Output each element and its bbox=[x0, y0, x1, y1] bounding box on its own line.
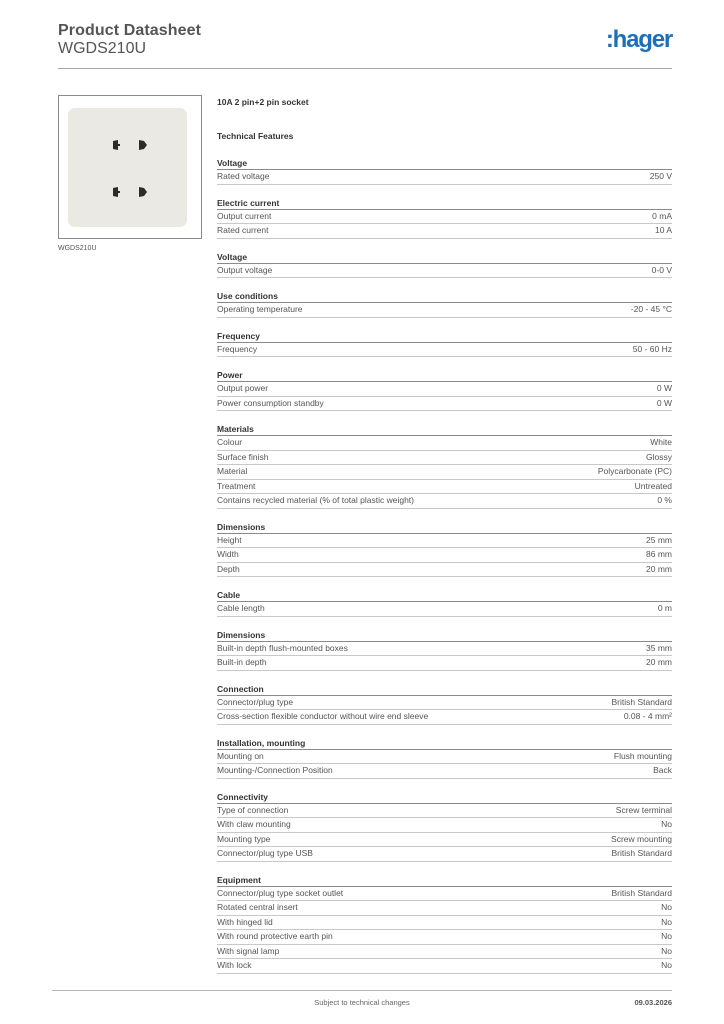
socket-outlet-bottom-icon bbox=[111, 186, 149, 198]
spec-section bbox=[217, 330, 672, 358]
spec-value: Back bbox=[653, 765, 672, 775]
spec-section bbox=[217, 423, 672, 509]
spec-value: British Standard bbox=[611, 887, 672, 898]
spec-label: With hinged lid bbox=[217, 916, 273, 927]
page-header bbox=[58, 20, 672, 70]
spec-value: Screw mounting bbox=[611, 833, 672, 844]
spec-row bbox=[217, 959, 672, 974]
spec-value: Glossy bbox=[646, 451, 672, 462]
spec-value: No bbox=[661, 902, 672, 912]
spec-value: 35 mm bbox=[646, 642, 672, 653]
spec-label: Connector/plug type bbox=[217, 696, 294, 707]
spec-value: British Standard bbox=[611, 848, 672, 858]
spec-label: Depth bbox=[217, 563, 240, 574]
spec-label: Colour bbox=[217, 437, 243, 447]
hager-logo: :hager bbox=[605, 26, 672, 53]
spec-row bbox=[217, 901, 672, 916]
section-title: Cable bbox=[217, 589, 672, 602]
spec-label: Output current bbox=[217, 210, 272, 221]
spec-value: White bbox=[650, 437, 672, 447]
spec-value: 25 mm bbox=[646, 534, 672, 545]
spec-label: Cross-section flexible conductor without wire end sleeve bbox=[217, 711, 429, 721]
spec-label: Mounting on bbox=[217, 750, 264, 761]
spec-row bbox=[217, 750, 672, 765]
spec-row bbox=[217, 887, 672, 902]
section-title: Electric current bbox=[217, 197, 672, 210]
spec-label: Treatment bbox=[217, 480, 256, 491]
spec-section bbox=[217, 369, 672, 411]
spec-label: With signal lamp bbox=[217, 945, 280, 956]
spec-label: Output voltage bbox=[217, 264, 273, 275]
spec-label: With lock bbox=[217, 960, 252, 970]
spec-row bbox=[217, 710, 672, 725]
spec-row bbox=[217, 465, 672, 480]
section-title: Connectivity bbox=[217, 791, 672, 804]
section-title: Frequency bbox=[217, 330, 672, 343]
features-heading: Technical Features bbox=[217, 131, 294, 141]
spec-value: 0-0 V bbox=[651, 264, 672, 275]
spec-row bbox=[217, 656, 672, 671]
header-divider bbox=[58, 68, 672, 69]
spec-section bbox=[217, 737, 672, 779]
spec-label: Power consumption standby bbox=[217, 397, 324, 408]
spec-row bbox=[217, 436, 672, 451]
spec-row bbox=[217, 945, 672, 960]
section-title: Power bbox=[217, 369, 672, 382]
section-title: Equipment bbox=[217, 874, 672, 887]
section-title: Dimensions bbox=[217, 629, 672, 642]
spec-value: 50 - 60 Hz bbox=[632, 343, 672, 354]
spec-value: Untreated bbox=[634, 480, 672, 491]
spec-label: Rated current bbox=[217, 225, 269, 235]
spec-value: 20 mm bbox=[646, 563, 672, 574]
spec-value: 250 V bbox=[649, 171, 672, 181]
spec-row bbox=[217, 847, 672, 862]
section-title: Materials bbox=[217, 423, 672, 436]
spec-section bbox=[217, 197, 672, 239]
spec-value: No bbox=[661, 931, 672, 941]
spec-label: Operating temperature bbox=[217, 304, 303, 314]
spec-row bbox=[217, 548, 672, 563]
spec-row bbox=[217, 833, 672, 848]
product-image-caption: WGDS210U bbox=[58, 245, 97, 252]
spec-row bbox=[217, 764, 672, 779]
section-title: Voltage bbox=[217, 251, 672, 264]
spec-value: 0 % bbox=[657, 495, 672, 505]
spec-sections bbox=[217, 157, 672, 974]
spec-row bbox=[217, 930, 672, 945]
spec-row bbox=[217, 480, 672, 495]
spec-section bbox=[217, 157, 672, 185]
spec-value: British Standard bbox=[611, 696, 672, 707]
spec-value: 10 A bbox=[654, 225, 672, 235]
spec-row bbox=[217, 382, 672, 397]
spec-label: Contains recycled material (% of total plastic weight) bbox=[217, 495, 414, 505]
spec-row bbox=[217, 696, 672, 711]
spec-section bbox=[217, 791, 672, 862]
spec-section bbox=[217, 683, 672, 725]
spec-section bbox=[217, 521, 672, 578]
spec-value: 0 W bbox=[656, 397, 672, 408]
spec-value: 0 m bbox=[657, 603, 672, 613]
section-title: Voltage bbox=[217, 157, 672, 170]
footer-date: 09.03.2026 bbox=[634, 998, 672, 1007]
spec-label: Connector/plug type socket outlet bbox=[217, 887, 344, 898]
spec-label: Rated voltage bbox=[217, 171, 270, 181]
page-title: Product Datasheet bbox=[58, 22, 202, 39]
spec-label: Type of connection bbox=[217, 804, 289, 815]
socket-outlet-top-icon bbox=[111, 139, 149, 151]
spec-value: No bbox=[661, 819, 672, 829]
spec-row bbox=[217, 804, 672, 819]
spec-label: Mounting-/Connection Position bbox=[217, 765, 333, 775]
section-title: Connection bbox=[217, 683, 672, 696]
spec-value: 0.08 - 4 mm² bbox=[623, 711, 672, 721]
spec-label: Output power bbox=[217, 383, 269, 393]
spec-section bbox=[217, 874, 672, 974]
spec-label: Surface finish bbox=[217, 451, 269, 462]
product-name: 10A 2 pin+2 pin socket bbox=[217, 97, 309, 107]
spec-value: 86 mm bbox=[646, 549, 672, 559]
spec-row bbox=[217, 494, 672, 509]
spec-label: Material bbox=[217, 466, 248, 476]
spec-value: 20 mm bbox=[646, 657, 672, 667]
spec-label: Rotated central insert bbox=[217, 902, 298, 912]
spec-row bbox=[217, 451, 672, 466]
spec-row bbox=[217, 170, 672, 185]
spec-row bbox=[217, 343, 672, 358]
spec-value: No bbox=[661, 945, 672, 956]
spec-label: Built-in depth bbox=[217, 657, 267, 667]
spec-row bbox=[217, 916, 672, 931]
product-image-frame bbox=[58, 95, 202, 239]
product-code: WGDS210U bbox=[58, 40, 147, 57]
spec-value: 0 mA bbox=[652, 210, 672, 221]
spec-row bbox=[217, 397, 672, 412]
spec-row bbox=[217, 563, 672, 578]
spec-section bbox=[217, 629, 672, 671]
spec-row bbox=[217, 602, 672, 617]
spec-row bbox=[217, 264, 672, 279]
footer-note: Subject to technical changes bbox=[314, 998, 410, 1007]
spec-row bbox=[217, 224, 672, 239]
spec-label: Mounting type bbox=[217, 833, 271, 844]
spec-row bbox=[217, 642, 672, 657]
spec-row bbox=[217, 534, 672, 549]
spec-label: Connector/plug type USB bbox=[217, 848, 313, 858]
spec-content bbox=[217, 96, 672, 974]
spec-label: Height bbox=[217, 534, 242, 545]
spec-section bbox=[217, 589, 672, 617]
spec-label: With round protective earth pin bbox=[217, 931, 333, 941]
section-title: Use conditions bbox=[217, 290, 672, 303]
spec-value: No bbox=[661, 960, 672, 970]
spec-label: With claw mounting bbox=[217, 819, 291, 829]
spec-row bbox=[217, 818, 672, 833]
spec-row bbox=[217, 303, 672, 318]
spec-value: Screw terminal bbox=[615, 804, 672, 815]
spec-label: Cable length bbox=[217, 603, 265, 613]
spec-value: No bbox=[661, 916, 672, 927]
spec-label: Frequency bbox=[217, 343, 258, 354]
spec-value: 0 W bbox=[656, 383, 672, 393]
section-title: Installation, mounting bbox=[217, 737, 672, 750]
spec-label: Width bbox=[217, 549, 239, 559]
footer-divider bbox=[52, 990, 672, 991]
spec-value: Polycarbonate (PC) bbox=[597, 466, 672, 476]
section-title: Dimensions bbox=[217, 521, 672, 534]
product-image bbox=[68, 108, 187, 227]
spec-value: -20 - 45 °C bbox=[630, 304, 672, 314]
spec-section bbox=[217, 251, 672, 279]
spec-label: Built-in depth flush-mounted boxes bbox=[217, 642, 348, 653]
spec-row bbox=[217, 210, 672, 225]
spec-section bbox=[217, 290, 672, 318]
spec-value: Flush mounting bbox=[613, 750, 672, 761]
